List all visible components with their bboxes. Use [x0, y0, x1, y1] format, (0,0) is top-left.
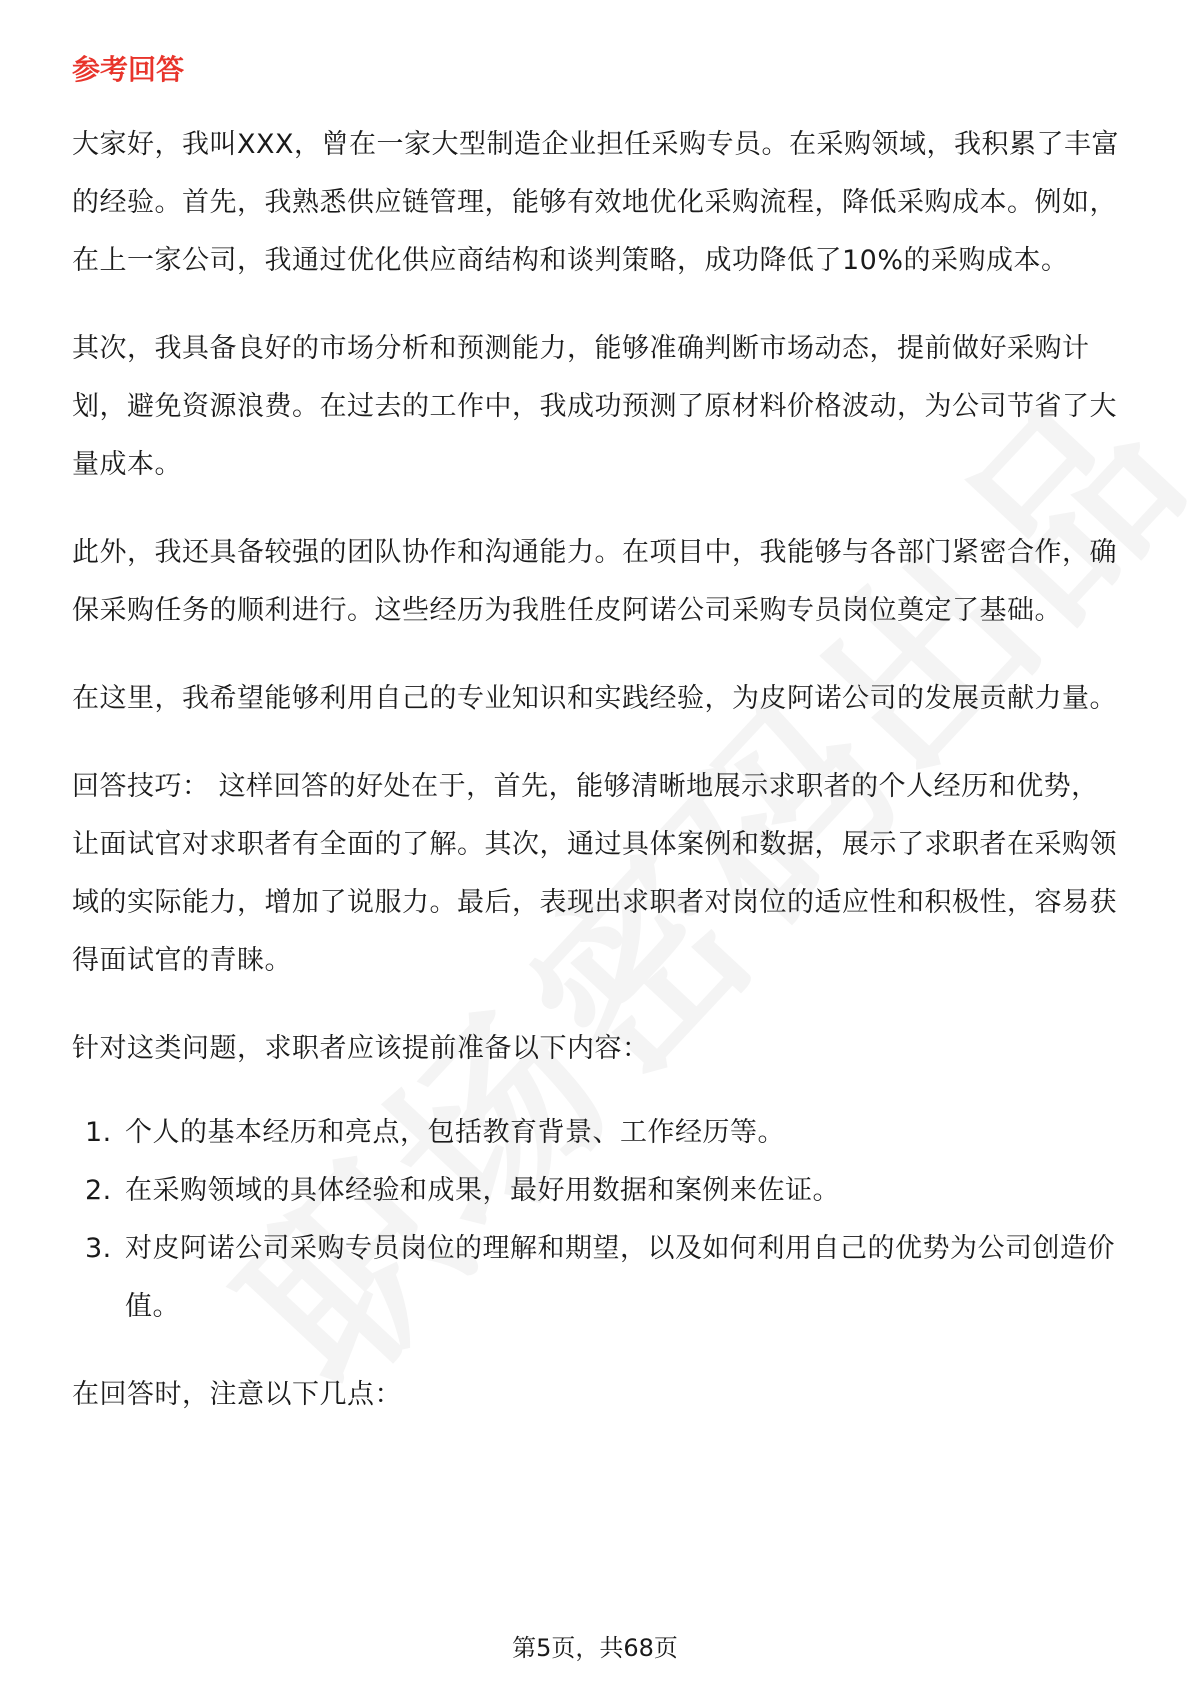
list-item-text: 对皮阿诺公司采购专员岗位的理解和期望，以及如何利用自己的优势为公司创造价值。: [125, 1233, 1115, 1322]
paragraph-closing: 在回答时，注意以下几点：: [72, 1379, 402, 1410]
list-item: [72, 1104, 1122, 1162]
page-footer: 第5页，共68页: [512, 1634, 678, 1662]
paragraph-teamwork: 此外，我还具备较强的团队协作和沟通能力。在项目中，我能够与各部门紧密合作，确保采购任务的顺利进行。这些经历为我胜任皮阿诺公司采购专员岗位奠定了基础。: [72, 537, 1117, 626]
section-title: 参考回答: [72, 53, 185, 86]
paragraph-tips: 回答技巧： 这样回答的好处在于，首先，能够清晰地展示求职者的个人经历和优势，让面试官对求职者有全面的了解。其次，通过具体案例和数据，展示了求职者在采购领域的实际能力，增加了说服力。最后，表现出求职者对岗位的适应性和积极性，容易获得面试官的青睐。: [72, 771, 1117, 976]
page-content: [72, 40, 1122, 1454]
list-item-text: 在采购领域的具体经验和成果，最好用数据和案例来佐证。: [125, 1175, 840, 1206]
list-item-text: 个人的基本经历和亮点，包括教育背景、工作经历等。: [125, 1117, 785, 1148]
paragraph-analysis: 其次，我具备良好的市场分析和预测能力，能够准确判断市场动态，提前做好采购计划，避免资源浪费。在过去的工作中，我成功预测了原材料价格波动，为公司节省了大量成本。: [72, 333, 1117, 480]
paragraph-hope: 在这里，我希望能够利用自己的专业知识和实践经验，为皮阿诺公司的发展贡献力量。: [72, 683, 1117, 714]
list-item-number: 3.: [85, 1233, 112, 1264]
list-item-number: 2.: [85, 1175, 112, 1206]
paragraph-intro: 大家好，我叫XXX，曾在一家大型制造企业担任采购专员。在采购领域，我积累了丰富的经验。首先，我熟悉供应链管理，能够有效地优化采购流程，降低采购成本。例如，在上一家公司，我通过优化供应商结构和谈判策略，成功降低了10%的采购成本。: [72, 129, 1119, 276]
list-item-number: 1.: [85, 1117, 112, 1148]
list-item: [72, 1220, 1122, 1336]
list-item: [72, 1162, 1122, 1220]
preparation-list: [72, 1104, 1122, 1336]
paragraph-prepare: 针对这类问题，求职者应该提前准备以下内容：: [72, 1033, 650, 1064]
